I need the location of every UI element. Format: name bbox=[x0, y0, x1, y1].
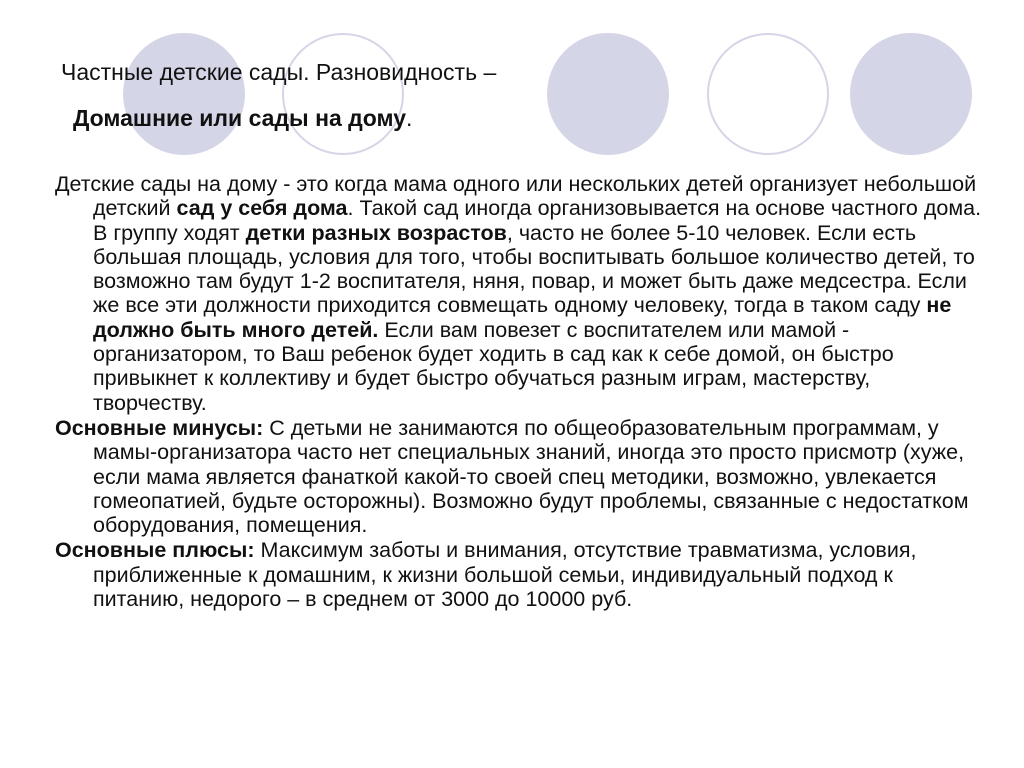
body-text: . Такой сад иногда организовывается на основе частного дома. В группу ходят bbox=[93, 196, 982, 245]
body-text: Детские сады на дому - это когда мама одного или нескольких детей организует небольшой детский bbox=[55, 172, 977, 221]
slide-title-line-2 bbox=[73, 104, 412, 132]
paragraph-description bbox=[55, 172, 985, 415]
decorative-circle-1 bbox=[123, 33, 245, 155]
emphasis-text: сад у себя дома bbox=[176, 196, 348, 221]
body-text: Максимум заботы и внимания, отсутствие травматизма, условия, приближенные к домашним, к жизни большой семьи, индивидуальный подход к питанию, недорого – в среднем от 3000 до 10000 руб. bbox=[93, 538, 917, 612]
body-text: , часто не более 5-10 человек. Если есть большая площадь, условия для того, чтобы воспитывать большое количество детей, то возможно там будут 1-2 воспитателя, няня, повар, и может быть даже медсестра. Если же все эти должности приходится совмещать одному человеку, тогда в таком саду bbox=[93, 220, 975, 318]
slide-title-tail: . bbox=[406, 105, 413, 131]
body-text: С детьми не занимаются по общеобразовательным программам, у мамы-организатора часто нет специальных знаний, иногда это просто присмотр (хуже, если мама является фанаткой какой-то своей спец методики, возможно, увлекается гомеопатией, будьте осторожны). Возможно будут проблемы, связанные с недостатком оборудования, помещения. bbox=[93, 415, 969, 538]
decorative-circle-2 bbox=[282, 33, 404, 155]
slide-title-line-1: Частные детские сады. Разновидность – bbox=[61, 59, 497, 85]
emphasis-text: детки разных возрастов bbox=[245, 220, 507, 245]
slide-body bbox=[55, 172, 985, 612]
emphasis-text: Основные плюсы: bbox=[55, 538, 255, 563]
paragraph-minuses bbox=[55, 416, 985, 537]
slide-title-bold: Домашние или сады на дому bbox=[73, 105, 406, 131]
emphasis-text: не должно быть много детей. bbox=[93, 293, 952, 342]
paragraph-pluses bbox=[55, 538, 985, 611]
decorative-circle-3 bbox=[547, 33, 669, 155]
decorative-circle-4 bbox=[707, 33, 829, 155]
decorative-circle-5 bbox=[850, 33, 972, 155]
body-text: Если вам повезет с воспитателем или мамой - организатором, то Ваш ребенок будет ходить в сад как к себе домой, он быстро привыкнет к коллективу и будет быстро обучаться разным играм, мастерству, творчеству. bbox=[93, 317, 894, 415]
emphasis-text: Основные минусы: bbox=[55, 415, 264, 440]
